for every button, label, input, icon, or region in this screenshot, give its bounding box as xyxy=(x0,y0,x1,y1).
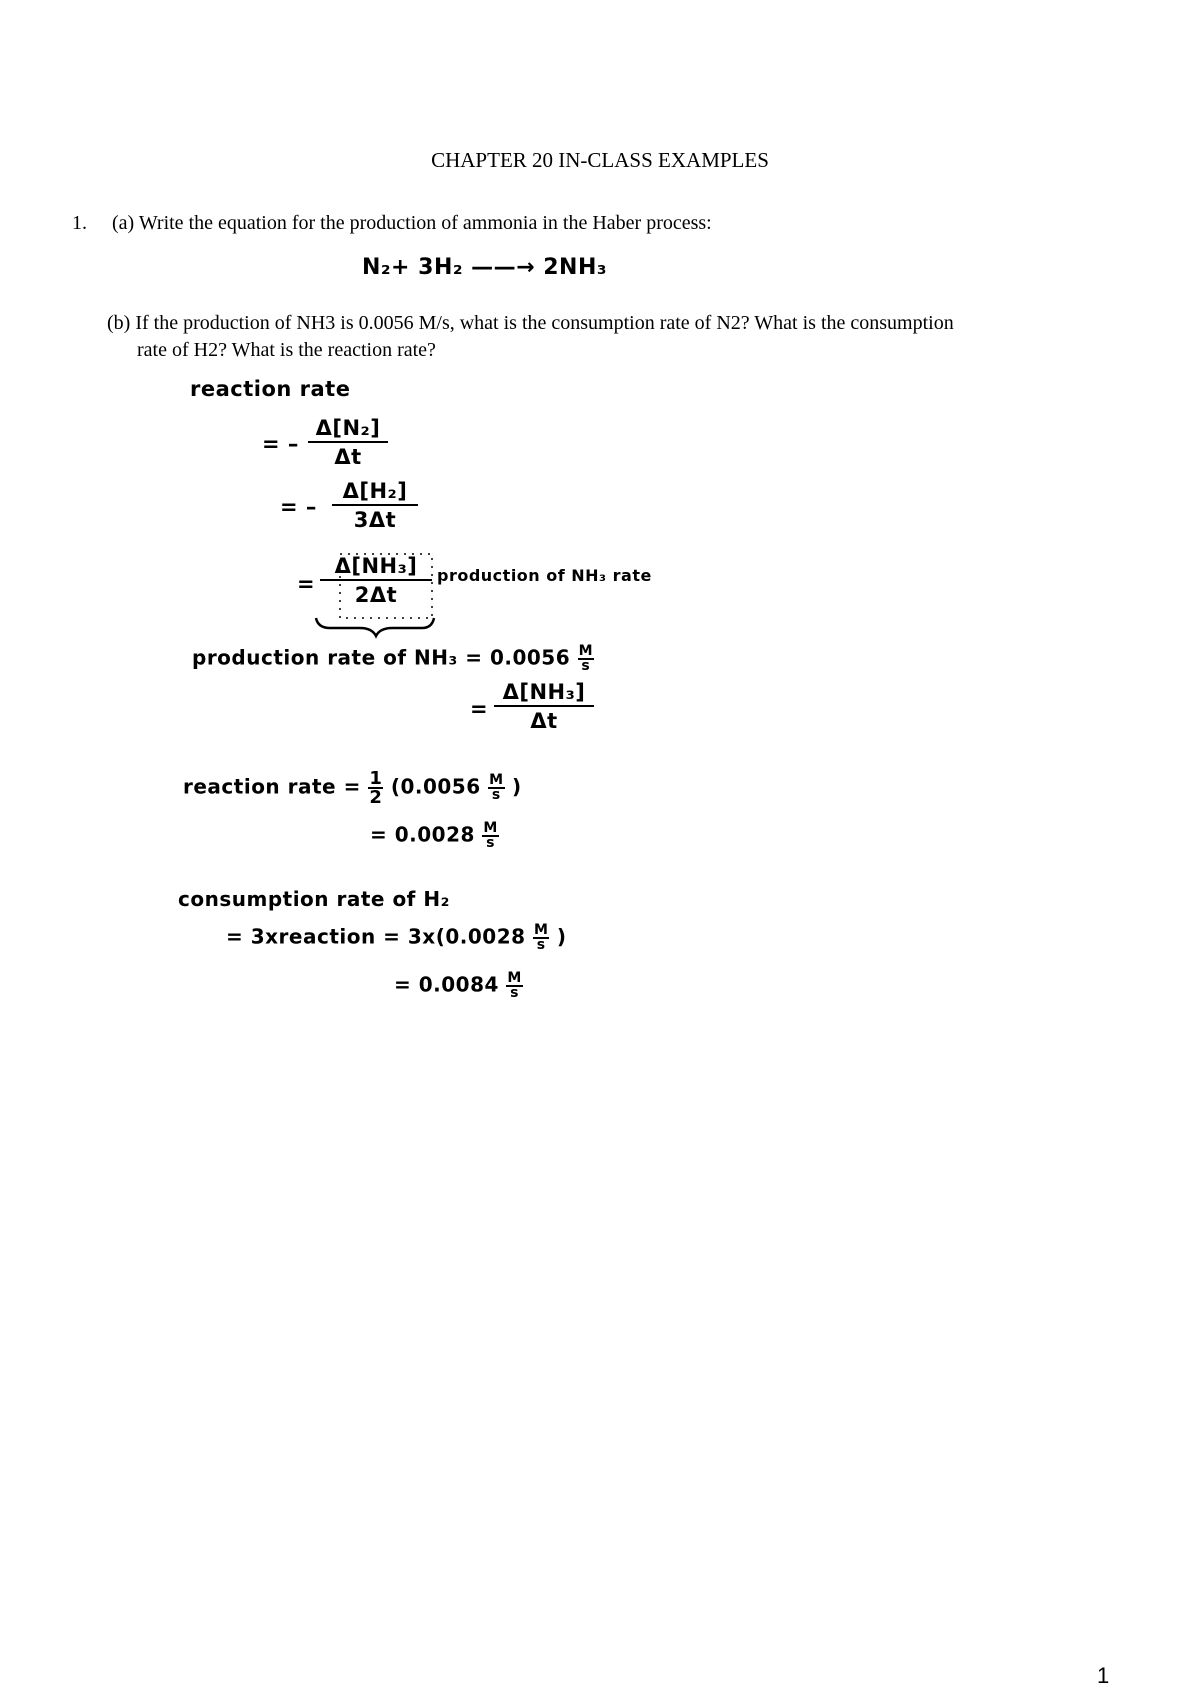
nh3-rate-sign: = xyxy=(297,572,316,596)
n2-rate-numerator: Δ[N₂] xyxy=(308,416,388,443)
half-numerator: 1 xyxy=(369,768,383,789)
production-note: production of NH₃ rate xyxy=(437,566,652,585)
reaction-rate-calc-close: ) xyxy=(512,774,522,799)
n2-rate-denominator: Δt xyxy=(334,445,362,469)
h2-rate-denominator: 3Δt xyxy=(353,508,397,532)
reaction-rate-calc-label: reaction rate = xyxy=(183,774,361,799)
question-part-b-line2: rate of H2? What is the reaction rate? xyxy=(137,339,436,361)
brace-mark xyxy=(316,618,434,636)
n2-rate-sign: = – xyxy=(262,432,299,456)
production-eq-denominator: Δt xyxy=(530,709,558,733)
half-denominator: 2 xyxy=(369,787,383,808)
question-part-b-line1: (b) If the production of NH3 is 0.0056 M/s, what is the consumption rate of N2? What is the consumption xyxy=(107,312,954,334)
consumption-calc-close: ) xyxy=(556,924,567,949)
dotted-box xyxy=(340,554,432,618)
reaction-rate-result-value: = 0.0028 xyxy=(370,822,475,847)
page-title: CHAPTER 20 IN-CLASS EXAMPLES xyxy=(431,148,769,172)
nh3-rate-denominator: 2Δt xyxy=(354,583,398,607)
unit-numerator: M xyxy=(534,922,549,938)
h2-rate-sign: = – xyxy=(280,495,317,519)
unit-numerator: M xyxy=(507,970,522,986)
unit-denominator: s xyxy=(486,835,496,851)
unit-denominator: s xyxy=(491,787,501,803)
consumption-calc-value: = 3xreaction = 3x(0.0028 xyxy=(226,924,526,949)
question-number: 1. xyxy=(72,212,87,234)
nh3-rate-numerator: Δ[NH₃] xyxy=(320,554,432,581)
production-eq-sign: = xyxy=(470,697,489,721)
unit-numerator: M xyxy=(578,643,594,659)
haber-equation: N₂+ 3H₂ ——→ 2NH₃ xyxy=(362,255,608,280)
production-eq-numerator: Δ[NH₃] xyxy=(494,680,594,707)
reaction-rate-label: reaction rate xyxy=(190,377,351,401)
question-part-a: (a) Write the equation for the production of ammonia in the Haber process: xyxy=(112,212,712,234)
production-rate-label: production rate of NH₃ = 0.0056 xyxy=(192,645,571,670)
page-number: 1 xyxy=(1097,1663,1110,1688)
consumption-result-value: = 0.0084 xyxy=(394,972,499,997)
consumption-label: consumption rate of H₂ xyxy=(178,887,450,911)
unit-denominator: s xyxy=(536,937,546,953)
unit-denominator: s xyxy=(581,658,591,674)
unit-numerator: M xyxy=(489,772,504,788)
unit-numerator: M xyxy=(483,820,498,836)
reaction-rate-calc-value: (0.0056 xyxy=(390,774,481,799)
h2-rate-numerator: Δ[H₂] xyxy=(332,479,418,506)
unit-denominator: s xyxy=(510,985,520,1001)
